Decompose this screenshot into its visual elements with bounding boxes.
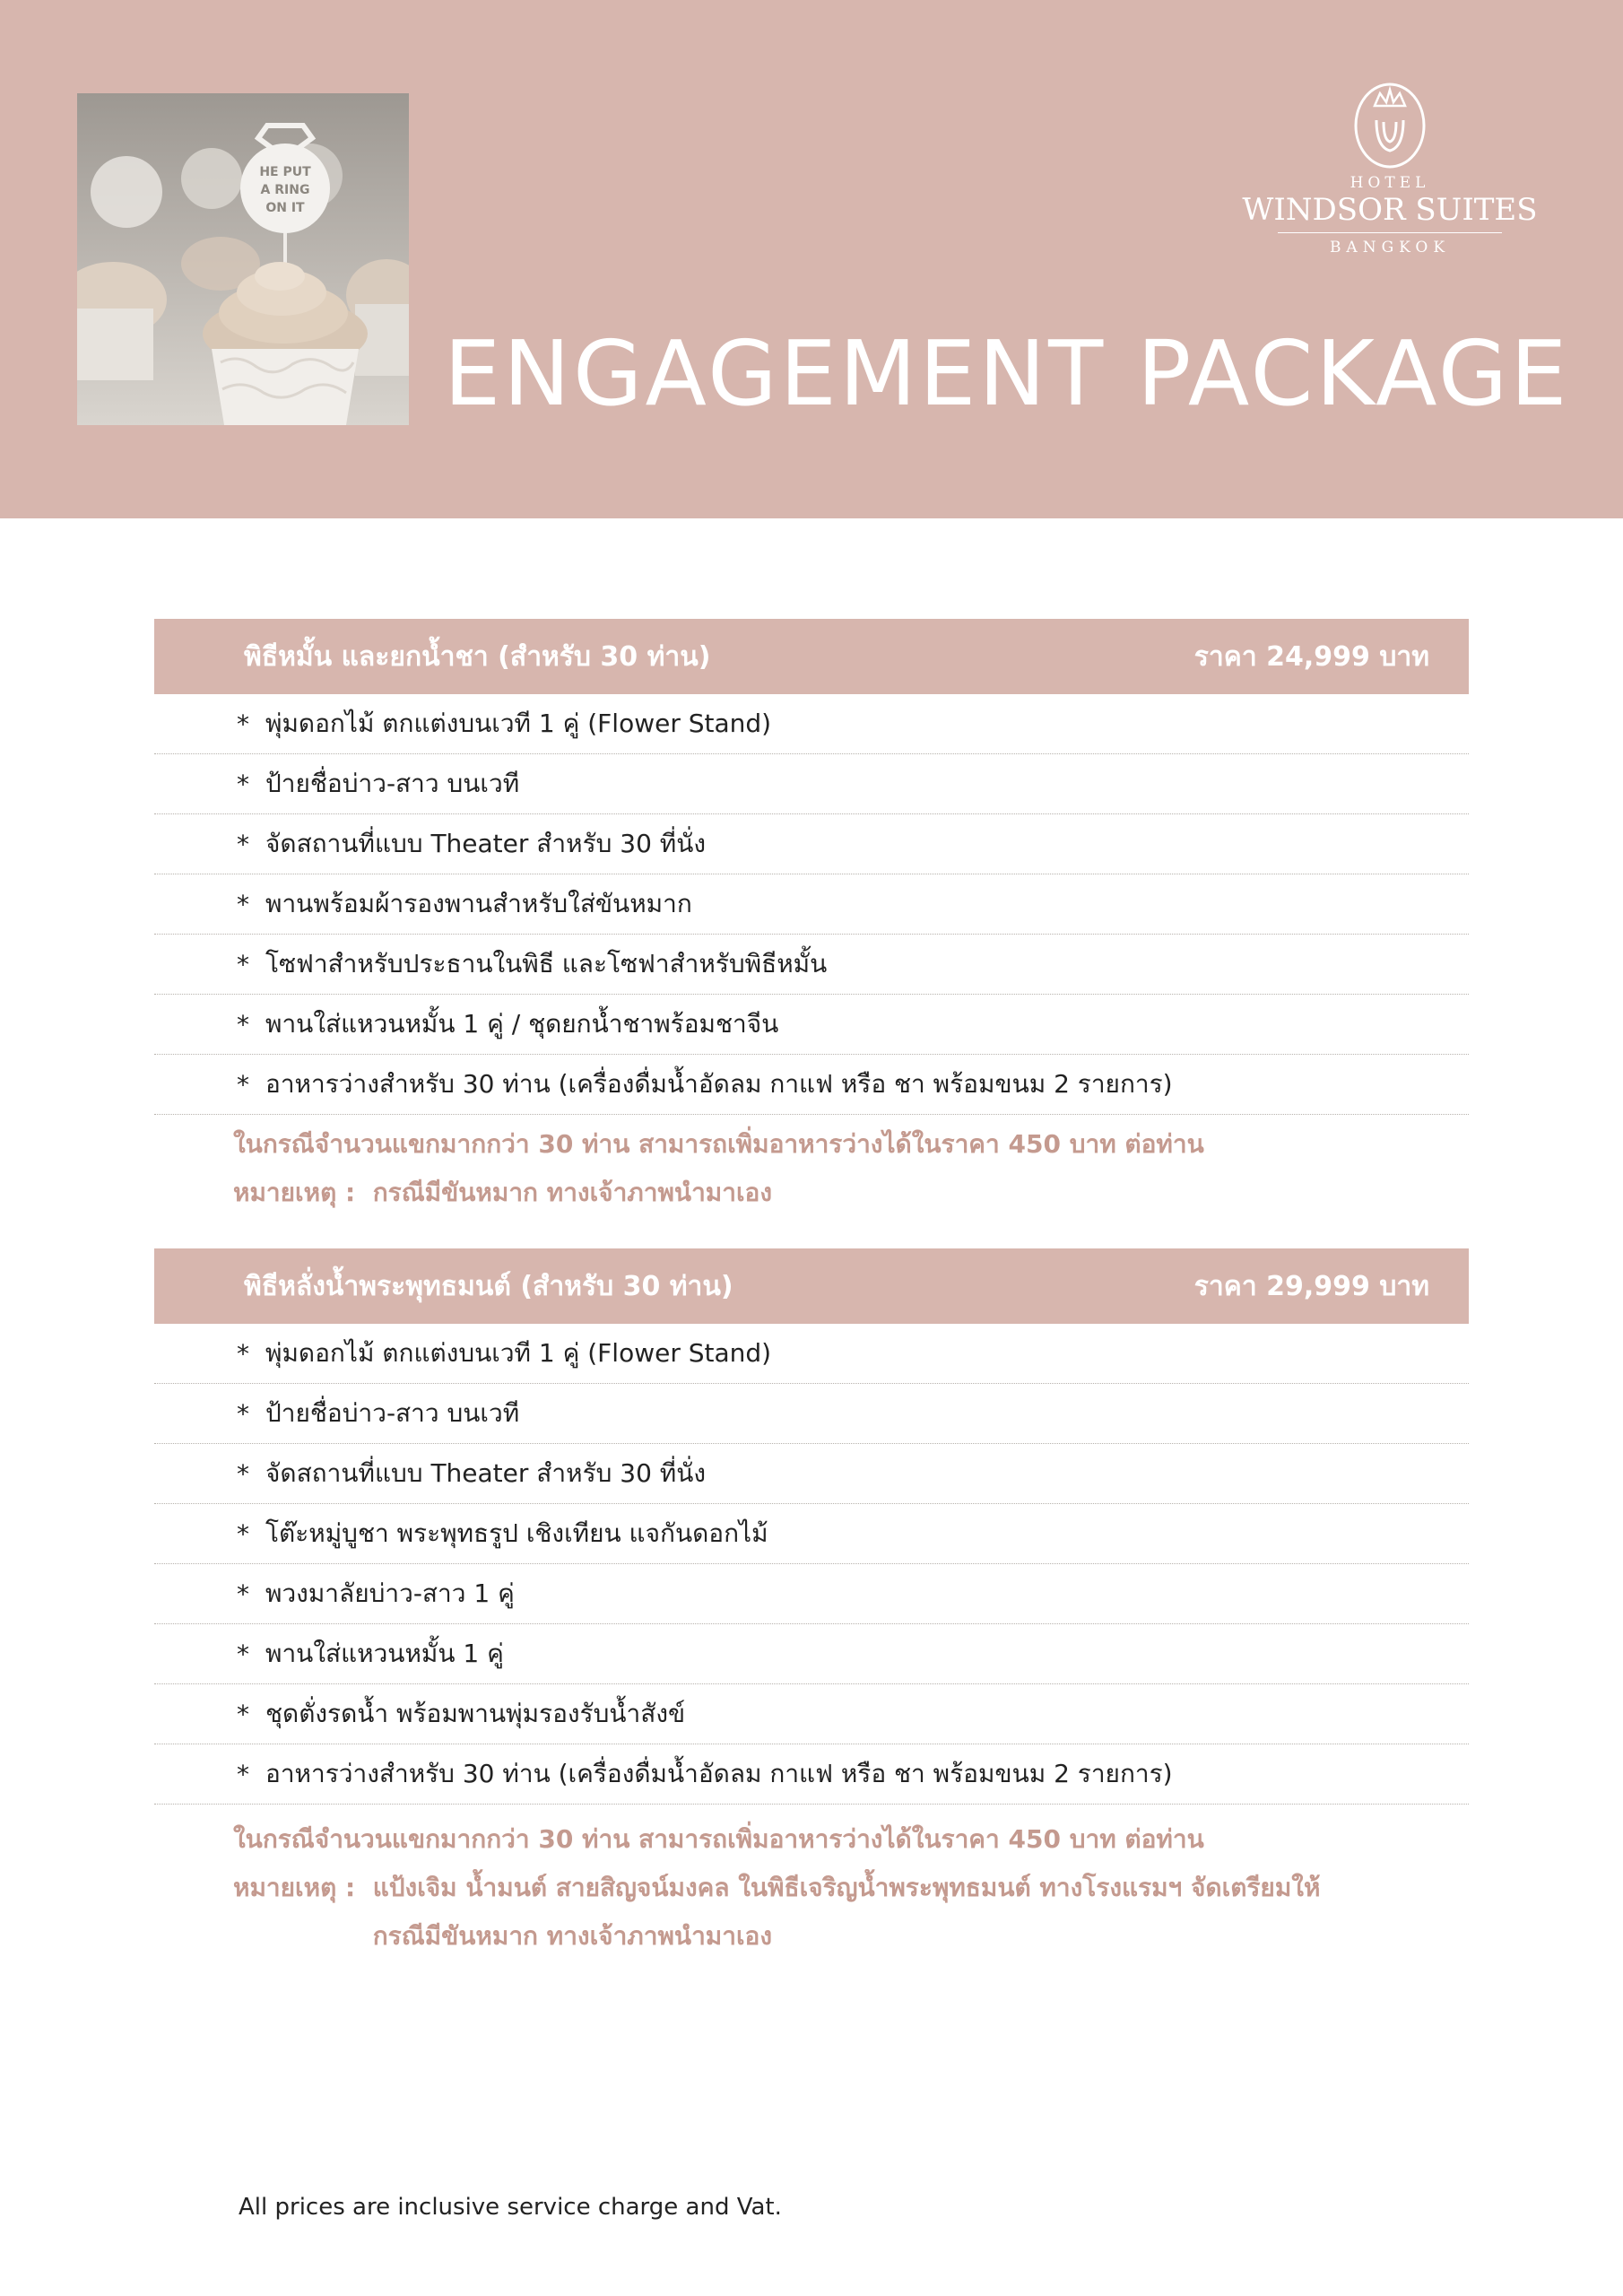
- list-item: * ป้ายชื่อบ่าว-สาว บนเวที: [154, 754, 1469, 814]
- logo-divider: [1278, 232, 1502, 233]
- section-title: พิธีหมั้น และยกน้ำชา (สำหรับ 30 ท่าน): [244, 640, 711, 673]
- logo-hotel-name: WINDSOR SUITES: [1242, 192, 1538, 228]
- bullet-star-icon: *: [237, 1699, 249, 1729]
- list-item: * ป้ายชื่อบ่าว-สาว บนเวที: [154, 1384, 1469, 1444]
- bullet-star-icon: *: [237, 1639, 249, 1669]
- bullet-star-icon: *: [237, 829, 249, 859]
- bullet-star-icon: *: [237, 889, 249, 919]
- list-item: * พุ่มดอกไม้ ตกแต่งบนเวที 1 คู่ (Flower Stand): [154, 694, 1469, 754]
- section-price: ราคา 24,999 บาท: [1193, 640, 1429, 673]
- bullet-star-icon: *: [237, 1398, 249, 1429]
- list-item: * พุ่มดอกไม้ ตกแต่งบนเวที 1 คู่ (Flower Stand): [154, 1324, 1469, 1384]
- list-item: * พานพร้อมผ้ารองพานสำหรับใส่ขันหมาก: [154, 874, 1469, 935]
- package-item-list: [154, 694, 1469, 1115]
- list-item: * จัดสถานที่แบบ Theater สำหรับ 30 ที่นั่ง: [154, 1444, 1469, 1504]
- page-title: ENGAGEMENT PACKAGE: [444, 321, 1570, 426]
- section-notes: [154, 1115, 1469, 1217]
- list-item: * พานใส่แหวนหมั้น 1 คู่: [154, 1624, 1469, 1684]
- bullet-star-icon: *: [237, 709, 249, 739]
- extra-guest-note: ในกรณีจำนวนแขกมากกว่า 30 ท่าน สามารถเพิ่มอาหารว่างได้ในราคา 450 บาท ต่อท่าน: [233, 1129, 1204, 1159]
- svg-text:A RING: A RING: [260, 183, 310, 197]
- bullet-star-icon: *: [237, 1518, 249, 1549]
- engagement-ceremony-section: [154, 619, 1469, 1217]
- list-item: * จัดสถานที่แบบ Theater สำหรับ 30 ที่นั่ง: [154, 814, 1469, 874]
- bullet-star-icon: *: [237, 949, 249, 979]
- hotel-logo: [1242, 75, 1538, 273]
- header-band: [0, 0, 1623, 518]
- topper-sign-text: HE PUT: [259, 165, 311, 179]
- remark: [233, 1169, 1469, 1217]
- remark-label: หมายเหตุ :: [233, 1873, 356, 1902]
- logo-city-text: BANGKOK: [1329, 239, 1451, 257]
- logo-hotel-text: HOTEL: [1350, 174, 1430, 192]
- section-notes: [154, 1805, 1469, 1961]
- crown-crest-icon: [1353, 75, 1427, 169]
- package-item-list: [154, 1324, 1469, 1805]
- footer-disclaimer: All prices are inclusive service charge and Vat.: [239, 2194, 782, 2221]
- section-header: [154, 1248, 1469, 1324]
- remark-text: กรณีมีขันหมาก ทางเจ้าภาพนำมาเอง: [372, 1178, 773, 1207]
- svg-text:ON IT: ON IT: [265, 201, 305, 215]
- bullet-star-icon: *: [237, 1069, 249, 1100]
- remark-label: หมายเหตุ :: [233, 1178, 356, 1207]
- list-item: * โต๊ะหมู่บูชา พระพุทธรูป เชิงเทียน แจกันดอกไม้: [154, 1504, 1469, 1564]
- remark-text: กรณีมีขันหมาก ทางเจ้าภาพนำมาเอง: [372, 1921, 773, 1951]
- bullet-star-icon: *: [237, 1458, 249, 1489]
- list-item: * พานใส่แหวนหมั้น 1 คู่ / ชุดยกน้ำชาพร้อมชาจีน: [154, 995, 1469, 1055]
- bullet-star-icon: *: [237, 1578, 249, 1609]
- bullet-star-icon: *: [237, 769, 249, 799]
- list-item: * พวงมาลัยบ่าว-สาว 1 คู่: [154, 1564, 1469, 1624]
- cupcake-photo: [77, 93, 409, 425]
- remark: [233, 1864, 1469, 1961]
- section-title: พิธีหลั่งน้ำพระพุทธมนต์ (สำหรับ 30 ท่าน): [244, 1270, 733, 1302]
- section-header: [154, 619, 1469, 694]
- water-blessing-section: [154, 1248, 1469, 1961]
- bullet-star-icon: *: [237, 1338, 249, 1369]
- list-item: * โซฟาสำหรับประธานในพิธี และโซฟาสำหรับพิธีหมั้น: [154, 935, 1469, 995]
- list-item: * ชุดตั่งรดน้ำ พร้อมพานพุ่มรองรับน้ำสังข์: [154, 1684, 1469, 1744]
- remark-text: แป้งเจิม น้ำมนต์ สายสิญจน์มงคล ในพิธีเจริญน้ำพระพุทธมนต์ ทางโรงแรมฯ จัดเตรียมให้: [372, 1873, 1321, 1902]
- bullet-star-icon: *: [237, 1759, 249, 1789]
- extra-guest-note: ในกรณีจำนวนแขกมากกว่า 30 ท่าน สามารถเพิ่มอาหารว่างได้ในราคา 450 บาท ต่อท่าน: [233, 1824, 1204, 1854]
- list-item: * อาหารว่างสำหรับ 30 ท่าน (เครื่องดื่มน้ำอัดลม กาแฟ หรือ ชา พร้อมขนม 2 รายการ): [154, 1744, 1469, 1805]
- bullet-star-icon: *: [237, 1009, 249, 1039]
- list-item: * อาหารว่างสำหรับ 30 ท่าน (เครื่องดื่มน้ำอัดลม กาแฟ หรือ ชา พร้อมขนม 2 รายการ): [154, 1055, 1469, 1115]
- section-price: ราคา 29,999 บาท: [1193, 1270, 1429, 1302]
